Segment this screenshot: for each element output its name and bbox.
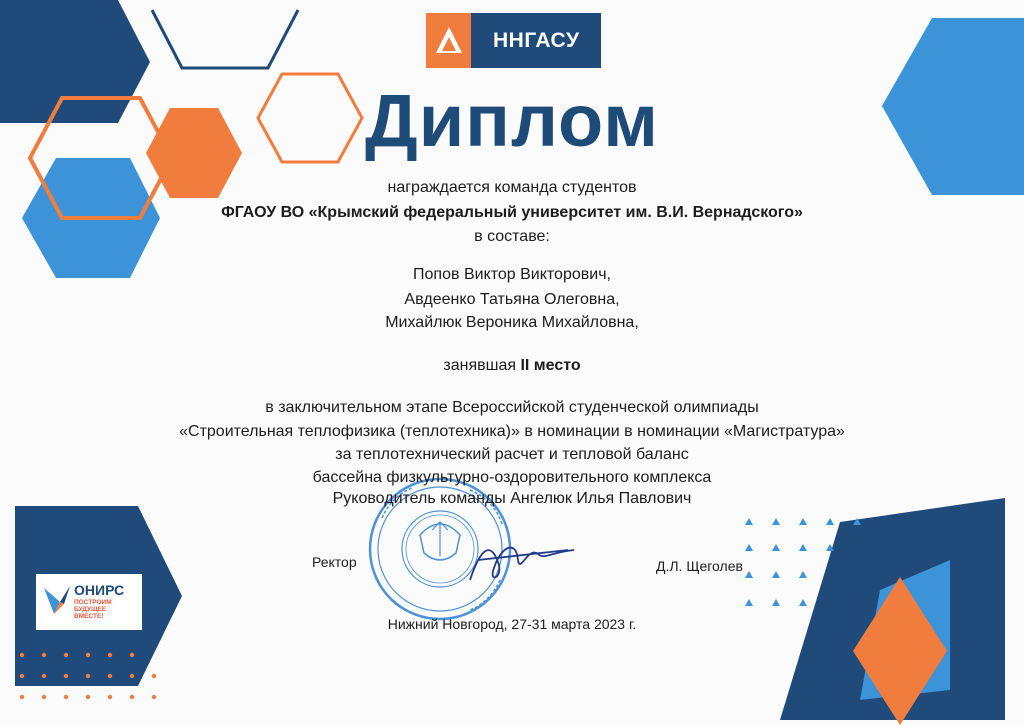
team-leader-line: Руководитель команды Ангелюк Илья Павлович <box>332 490 692 507</box>
nngasu-logo-mark-icon <box>426 13 471 68</box>
detail-line: бассейна физкультурно-оздоровительного комплекса <box>312 469 712 486</box>
place-prefix: занявшая <box>443 357 521 374</box>
place-value: II место <box>520 357 581 374</box>
nngasu-logo-text: ННГАСУ <box>493 28 580 52</box>
onirs-logo <box>36 574 142 630</box>
team-member: Михайлюк Вероника Михайловна, <box>385 314 639 331</box>
team-member: Авдеенко Татьяна Олеговна, <box>404 291 620 308</box>
bird-icon <box>42 584 72 616</box>
detail-line: в заключительном этапе Всероссийской студенческой олимпиады <box>265 399 759 416</box>
navy-chevron <box>152 10 298 68</box>
detail-line: «Строительная теплофизика (теплотехника)» в номинации в номинации «Магистратура» <box>179 423 845 440</box>
onirs-logo-slogan: ПОСТРОИМ БУДУЩЕЕ ВМЕСТЕ! <box>74 599 112 620</box>
rector-label: Ректор <box>312 554 357 570</box>
rector-signature <box>470 548 574 580</box>
place-line <box>0 356 1024 376</box>
onirs-logo-title: ОНИРС <box>74 582 125 598</box>
composition-line: в составе: <box>474 228 550 245</box>
place-and-date: Нижний Новгород, 27-31 марта 2023 г. <box>387 616 637 632</box>
rector-name: Д.Л. Щеголев <box>656 558 743 574</box>
nngasu-logo <box>426 13 601 68</box>
detail-line: за теплотехнический расчет и тепловой баланс <box>335 446 689 463</box>
awarded-line: награждается команда студентов <box>387 179 637 196</box>
university-name: ФГАОУ ВО «Крымский федеральный университет им. В.И. Вернадского» <box>221 204 803 221</box>
document-title: Диплом <box>365 79 659 162</box>
team-member: Попов Виктор Викторович, <box>413 266 611 283</box>
